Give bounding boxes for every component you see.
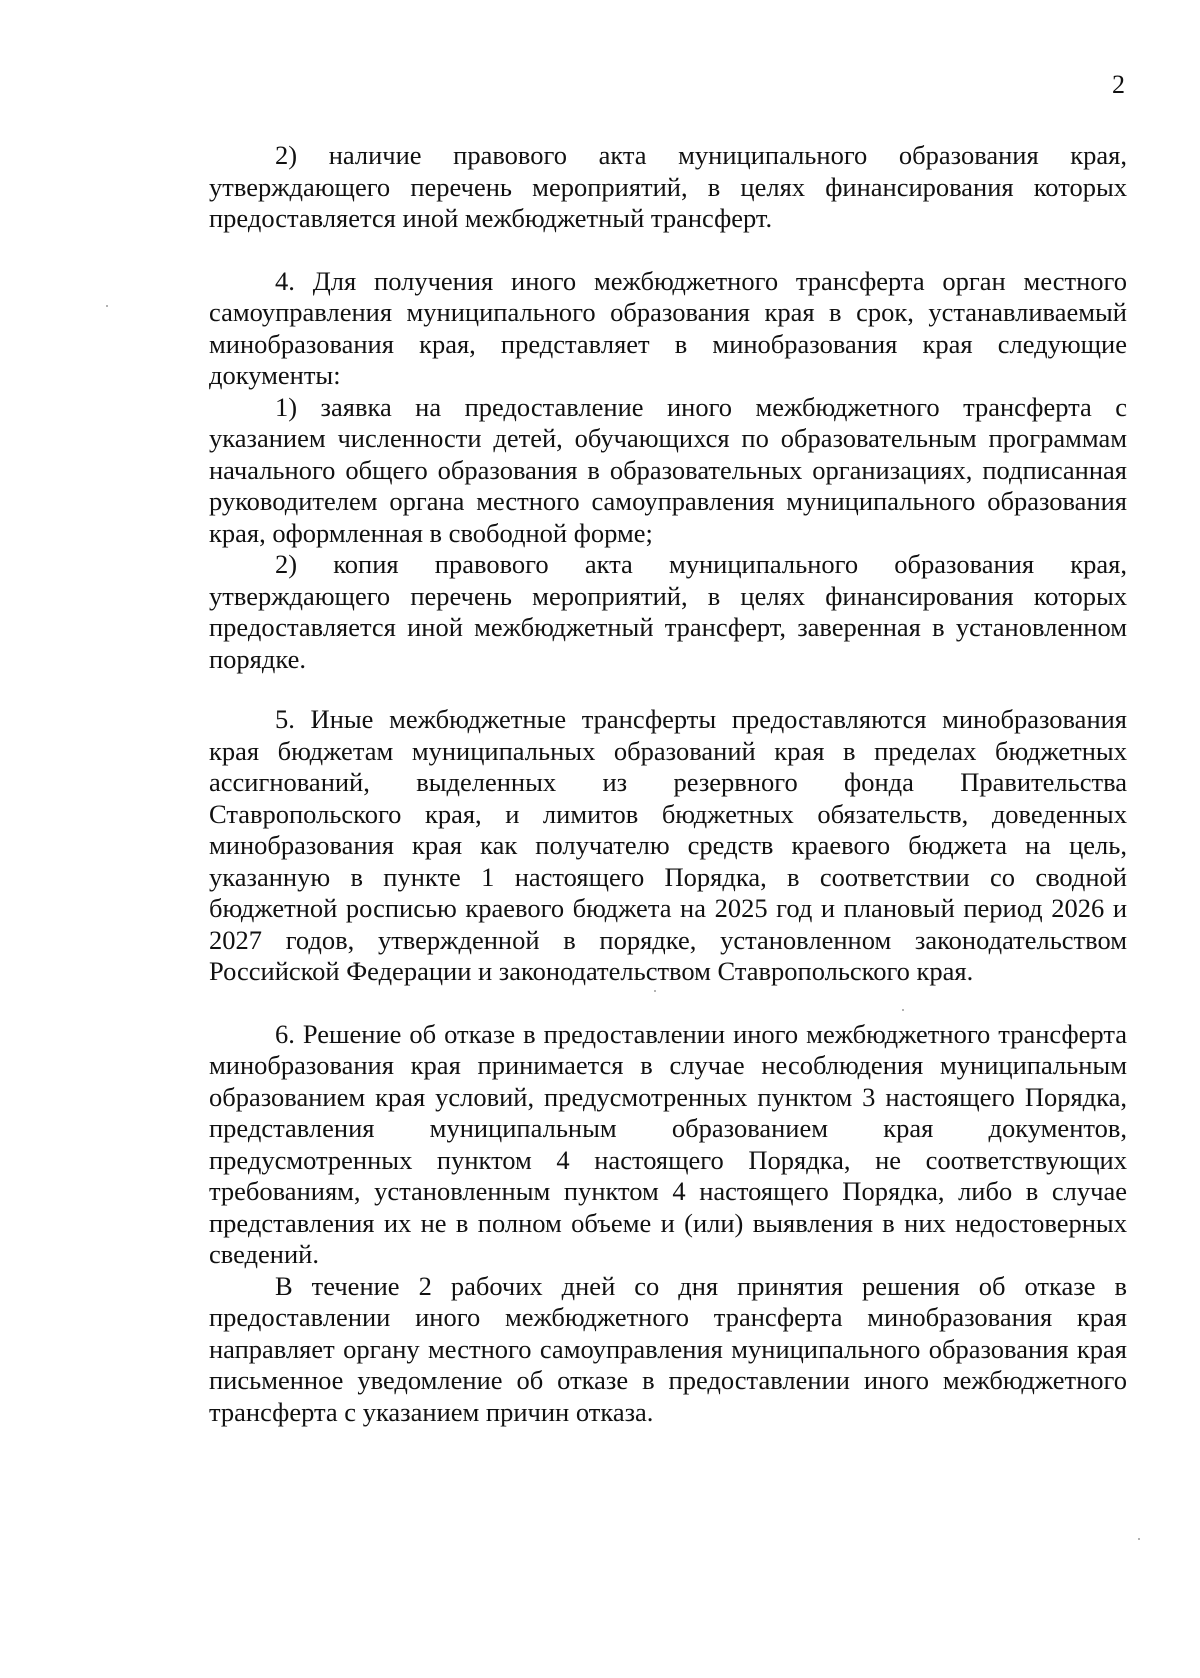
paragraph-condition-2: 2) наличие правового акта муниципального образования края, утверждающего перечень мероприятий, в целях финансирования которых предоставляется иной межбюджетный трансферт. [209, 140, 1127, 233]
paragraph-document-2: 2) копия правового акта муниципального образования края, утверждающего перечень мероприятий, в целях финансирования которых предоставляется иной межбюджетный трансферт, заверенная в установленном порядке. [209, 549, 1127, 674]
scan-speck [654, 990, 656, 992]
scan-speck [902, 1009, 904, 1011]
page-number: 2 [1112, 70, 1125, 99]
document-body [209, 140, 1127, 1428]
scan-speck [106, 305, 108, 307]
paragraph-document-1: 1) заявка на предоставление иного межбюджетного трансферта с указанием численности детей, обучающихся по образовательным программам начального общего образования в образовательных организациях, подписанная руководителем органа местного самоуправления муниципального образования края, оформленная в свободной форме; [209, 391, 1127, 548]
paragraph-section-5: 5. Иные межбюджетные трансферты предоставляются минобразования края бюджетам муниципальных образований края в пределах бюджетных ассигнований, выделенных из резервного фонда Правительства Ставропольского края, и лимитов бюджетных обязательств, доведенных минобразования края как получателю средств краевого бюджета на цель, указанную в пункте 1 настоящего Порядка, в соответствии со сводной бюджетной росписью краевого бюджета на 2025 год и плановый период 2026 и 2027 годов, утвержденной в порядке, установленном законодательством Российской Федерации и законодательством Ставропольского края. [209, 704, 1127, 986]
paragraph-section-4: 4. Для получения иного межбюджетного трансферта орган местного самоуправления муниципального образования края в срок, устанавливаемый минобразования края, представляет в минобразования края следующие документы: [209, 265, 1127, 390]
paragraph-refusal-notice: В течение 2 рабочих дней со дня принятия решения об отказе в предоставлении иного межбюджетного трансферта минобразования края направляет органу местного самоуправления муниципального образования края письменное уведомление об отказе в предоставлении иного межбюджетного трансферта с указанием причин отказа. [209, 1270, 1127, 1427]
paragraph-section-6: 6. Решение об отказе в предоставлении иного межбюджетного трансферта минобразования края принимается в случае несоблюдения муниципальным образованием края условий, предусмотренных пунктом 3 настоящего Порядка, представления муниципальным образованием края документов, предусмотренных пунктом 4 настоящего Порядка, не соответствующих требованиям, установленным пунктом 4 настоящего Порядка, либо в случае представления их не в полном объеме и (или) выявления в них недостоверных сведений. [209, 1018, 1127, 1269]
scan-speck [1138, 1538, 1140, 1540]
